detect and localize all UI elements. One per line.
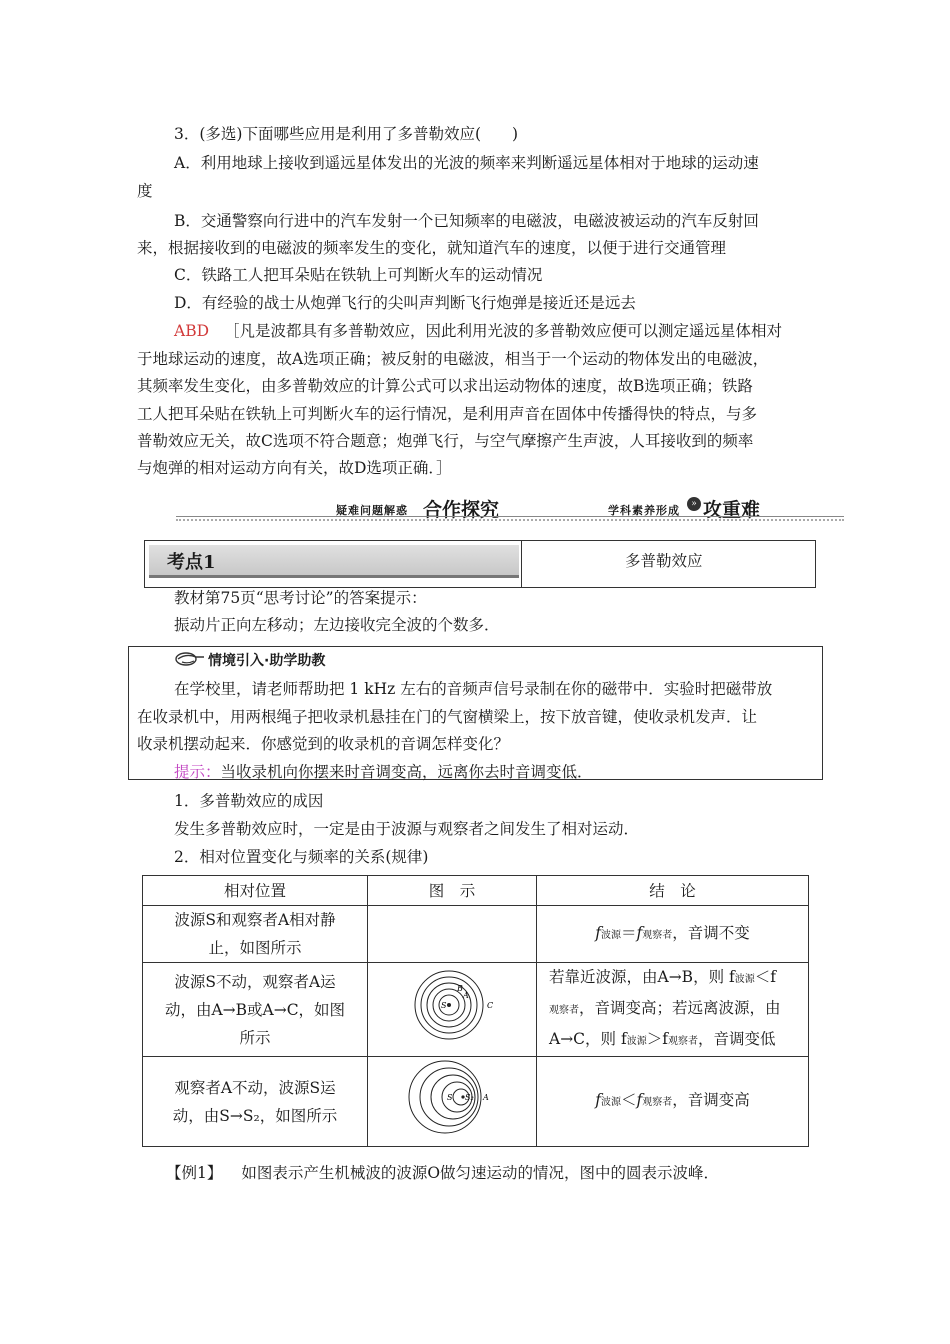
row2-pos-line2: 动，由A→B或A→C，如图: [164, 1000, 346, 1019]
row3-sub1: 波源: [600, 1097, 621, 1108]
row1-pos-line1: 波源S和观察者A相对静: [174, 911, 336, 929]
fig3-label-a: A: [483, 1093, 489, 1102]
row3-position: [143, 1057, 368, 1147]
row2-c3-sub2: 观察者: [667, 1036, 698, 1047]
q3-option-b: B．交通警察向行进中的汽车发射一个已知频率的电磁波，电磁波被运动的汽车反射回: [174, 212, 759, 230]
row2-c1-tail: ＜f: [754, 968, 776, 986]
q3-option-a-cont: 度: [137, 182, 153, 200]
banner-title-b: 攻重难: [703, 499, 761, 521]
table-header-position: 相对位置: [143, 876, 368, 906]
row2-con-line3: [549, 1025, 808, 1056]
hint-label: 提示：: [174, 763, 221, 781]
row1-sub2: 观察者: [642, 929, 673, 941]
row3-f1: f: [595, 1091, 601, 1109]
row1-figure: [368, 906, 537, 963]
kaodian-tag: [149, 545, 519, 578]
row1-tail: ，音调不变: [672, 923, 750, 942]
banner-dotted-rule: [176, 519, 844, 521]
row1-position: [143, 906, 368, 963]
kaodian-box: [144, 540, 816, 588]
row2-c3-tail: ，音调变低: [697, 1030, 776, 1048]
kaodian-divider: [521, 541, 522, 587]
fig2-label-s: S: [441, 1001, 447, 1010]
row2-position: [143, 963, 368, 1057]
row2-con-line1: [549, 963, 808, 994]
row1-f2: f: [636, 923, 643, 942]
row1-conclusion: [537, 906, 809, 963]
example-text: 如图表示产生机械波的波源O做匀速运动的情况，图中的圆表示波峰．: [241, 1164, 720, 1182]
fig2-label-c: C: [487, 1001, 494, 1010]
banner-rule: [176, 516, 844, 517]
table-header-row: [143, 876, 809, 906]
row2-c1: 若靠近波源，由A→B，则 f: [549, 968, 735, 986]
row2-c3-sub1: 波源: [626, 1036, 647, 1047]
table-row: [143, 963, 809, 1057]
q3-explanation-6: 与炮弹的相对运动方向有关，故D选项正确．］: [137, 459, 452, 477]
hand-pointer-icon: [174, 650, 206, 668]
row2-pos-line1: 波源S不动，观察者A运: [174, 972, 336, 991]
q3-explanation-5: 普勒效应无关，故C选项不符合题意；炮弹飞行，与空气摩擦产生声波，人耳接收到的频率: [137, 432, 754, 450]
kaodian-tag-label: 考点1: [167, 552, 216, 573]
q3-answer: ABD: [174, 322, 210, 340]
context-line-2: 在收录机中，用两根绳子把收录机悬挂在门的气窗横梁上，按下放音键，使收录机发声．让: [137, 708, 758, 726]
row2-c2: ，音调变高；若远离波源，由: [579, 999, 781, 1017]
banner-title-a: 合作探究: [423, 499, 500, 521]
fig2-label-b: B: [457, 984, 463, 993]
row3-eq: ＜: [620, 1091, 637, 1109]
concentric-waves-figure: [407, 965, 497, 1045]
q3-explanation-4: 工人把耳朵贴在铁轨上可判断火车的运行情况，是利用声音在固体中传播得快的特点，与多: [137, 405, 758, 423]
row1-eq: ＝: [620, 923, 637, 942]
context-heading: 情境引入·助学助教: [208, 653, 326, 669]
row1-sub1: 波源: [600, 929, 621, 941]
example-1: [166, 1163, 719, 1183]
banner-left-subtitle: 疑难问题解惑: [336, 504, 408, 517]
section-1-text: 发生多普勒效应时，一定是由于波源与观察者之间发生了相对运动．: [174, 820, 640, 838]
q3-explanation-3: 其频率发生变化，由多普勒效应的计算公式可以求出运动物体的速度，故B选项正确；铁路: [137, 377, 753, 395]
relation-table: [142, 875, 809, 1147]
context-line-1: 在学校里，请老师帮助把 1 kHz 左右的音频声信号录制在你的磁带中．实验时把磁带放: [174, 680, 773, 698]
row2-figure: [368, 963, 537, 1057]
row2-c1-sub: 波源: [734, 974, 755, 985]
example-label: 【例1】: [166, 1164, 223, 1182]
q3-option-a: A．利用地球上接收到遥远星体发出的光波的频率来判断遥远星体相对于地球的运动速: [174, 154, 759, 172]
banner-arrow-icon: »: [687, 497, 701, 511]
row2-conclusion: [537, 963, 809, 1057]
row2-c3: A→C，则 f: [549, 1030, 627, 1048]
row3-conclusion: [537, 1057, 809, 1147]
row3-tail: ，音调变高: [672, 1091, 750, 1109]
q3-stem: 3．(多选)下面哪些应用是利用了多普勒效应( ): [174, 125, 519, 143]
context-line-3: 收录机摆动起来．你感觉到的收录机的音调怎样变化？: [137, 735, 510, 753]
q3-option-b-cont: 来，根据接收到的电磁波的频率发生的变化，就知道汽车的速度，以便于进行交通管理: [137, 239, 727, 257]
row2-pos-line3: 所示: [239, 1028, 271, 1047]
row3-figure: [368, 1057, 537, 1147]
section-banner: [176, 494, 844, 520]
table-row: [143, 1057, 809, 1147]
table-header-figure: 图 示: [368, 876, 537, 906]
fig3-label-s2: S₂: [465, 1093, 474, 1102]
kaodian-title: 多普勒效应: [625, 552, 703, 570]
fig3-label-s: S: [447, 1093, 453, 1102]
row2-c2-sub: 观察者: [549, 1005, 579, 1016]
q3-option-d: D．有经验的战士从炮弹飞行的尖叫声判断飞行炮弹是接近还是远去: [174, 294, 636, 312]
row3-pos-line1: 观察者A不动，波源S运: [174, 1078, 336, 1097]
row1-f1: f: [595, 923, 601, 942]
q3-explanation-2: 于地球运动的速度，故A选项正确；被反射的电磁波，相当于一个运动的物体发出的电磁波，: [137, 350, 769, 368]
row1-pos-line2: 止，如图所示: [208, 939, 302, 957]
table-row: [143, 906, 809, 963]
hint-text: 当收录机向你摆来时音调变高，远离你去时音调变低．: [220, 763, 593, 781]
moving-source-waves-figure: [407, 1057, 497, 1137]
banner-right-subtitle: 学科素养形成: [608, 504, 680, 517]
section-2-title: 2．相对位置变化与频率的关系(规律): [174, 848, 429, 866]
textbook-line-2: 振动片正向左移动；左边接收完全波的个数多．: [174, 616, 500, 634]
section-1-title: 1．多普勒效应的成因: [174, 792, 324, 810]
fig2-label-a: A: [463, 991, 469, 1000]
row2-c3-mid: ＞f: [646, 1030, 668, 1048]
row3-f2: f: [636, 1091, 643, 1109]
table-header-conclusion: 结 论: [537, 876, 809, 906]
q3-explanation-1: [174, 321, 782, 341]
q3-option-c: C．铁路工人把耳朵贴在铁轨上可判断火车的运动情况: [174, 266, 543, 284]
row3-sub2: 观察者: [642, 1097, 673, 1108]
context-hint: [174, 762, 593, 782]
row2-con-line2: [549, 994, 808, 1025]
textbook-line-1: 教材第75页“思考讨论”的答案提示：: [174, 589, 427, 607]
q3-exp-text-1: ［凡是波都具有多普勒效应，因此利用光波的多普勒效应便可以测定遥远星体相对: [223, 322, 782, 340]
row3-pos-line2: 动，由S→S₂，如图所示: [172, 1106, 338, 1125]
